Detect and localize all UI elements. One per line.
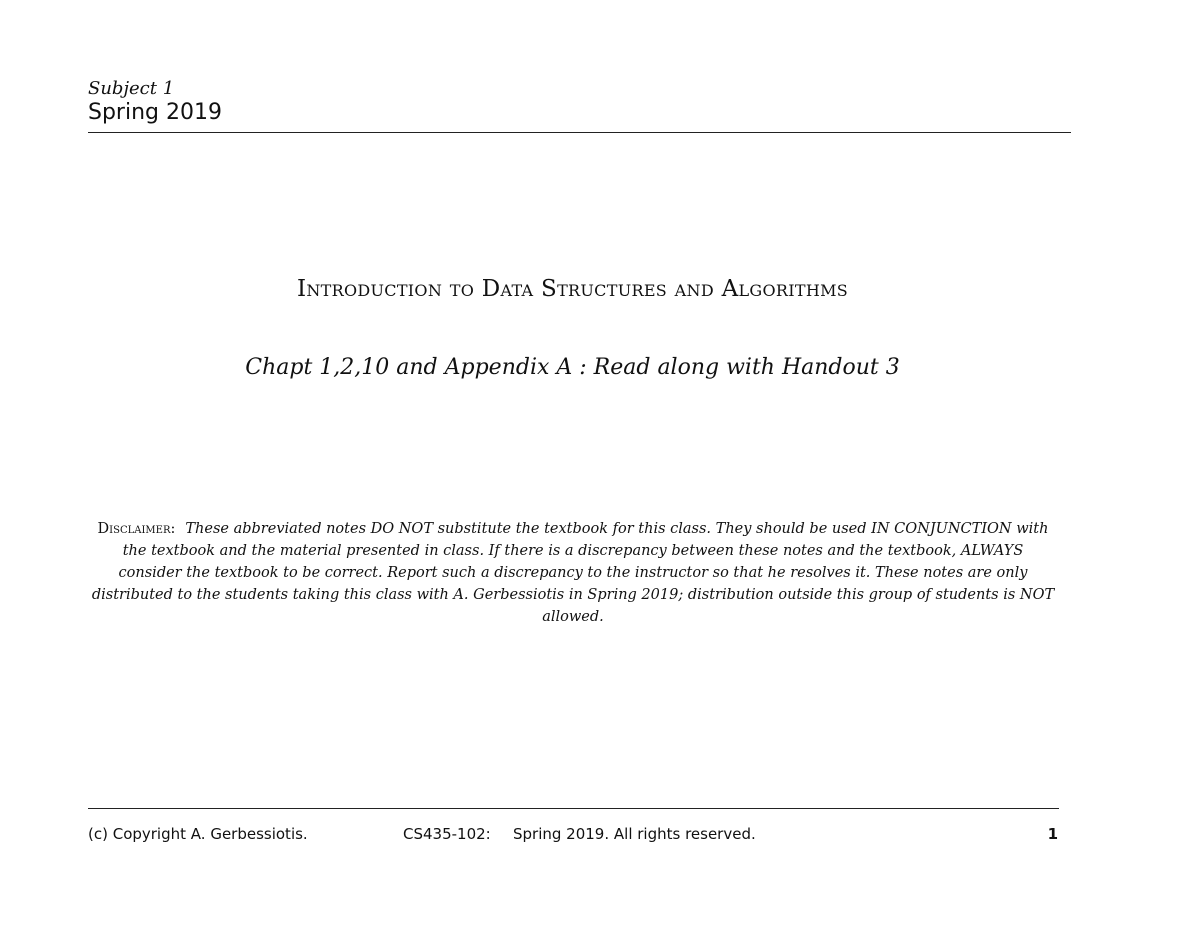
term-label: Spring 2019: [88, 100, 222, 125]
footer-course: CS435-102:: [403, 825, 491, 843]
page-number: 1: [1047, 825, 1058, 843]
disclaimer-text: These abbreviated notes DO NOT substitute the textbook for this class. They should be used IN CONJUNCTION with the textbook and the material presented in class. If there is a discrepancy between these notes and the textbook, ALWAYS consider the textbook to be correct. Report such a discrepancy to the instructor so that he resolves it. These notes are only distributed to the students taking this class with A. Gerbessiotis in Spring 2019; distribution outside this group of students is NOT allowed.: [91, 521, 1055, 625]
subject-label: Subject 1: [88, 78, 175, 99]
disclaimer-label: Disclaimer:: [97, 521, 176, 537]
disclaimer-block: [90, 518, 1056, 628]
header-divider: [88, 132, 1071, 133]
footer-term-rights: Spring 2019. All rights reserved.: [513, 825, 756, 843]
footer-copyright: (c) Copyright A. Gerbessiotis.: [88, 825, 308, 843]
footer-divider: [88, 808, 1059, 809]
page-subtitle: Chapt 1,2,10 and Appendix A : Read along with Handout 3: [245, 355, 900, 380]
page-title: Introduction to Data Structures and Algorithms: [296, 276, 849, 302]
